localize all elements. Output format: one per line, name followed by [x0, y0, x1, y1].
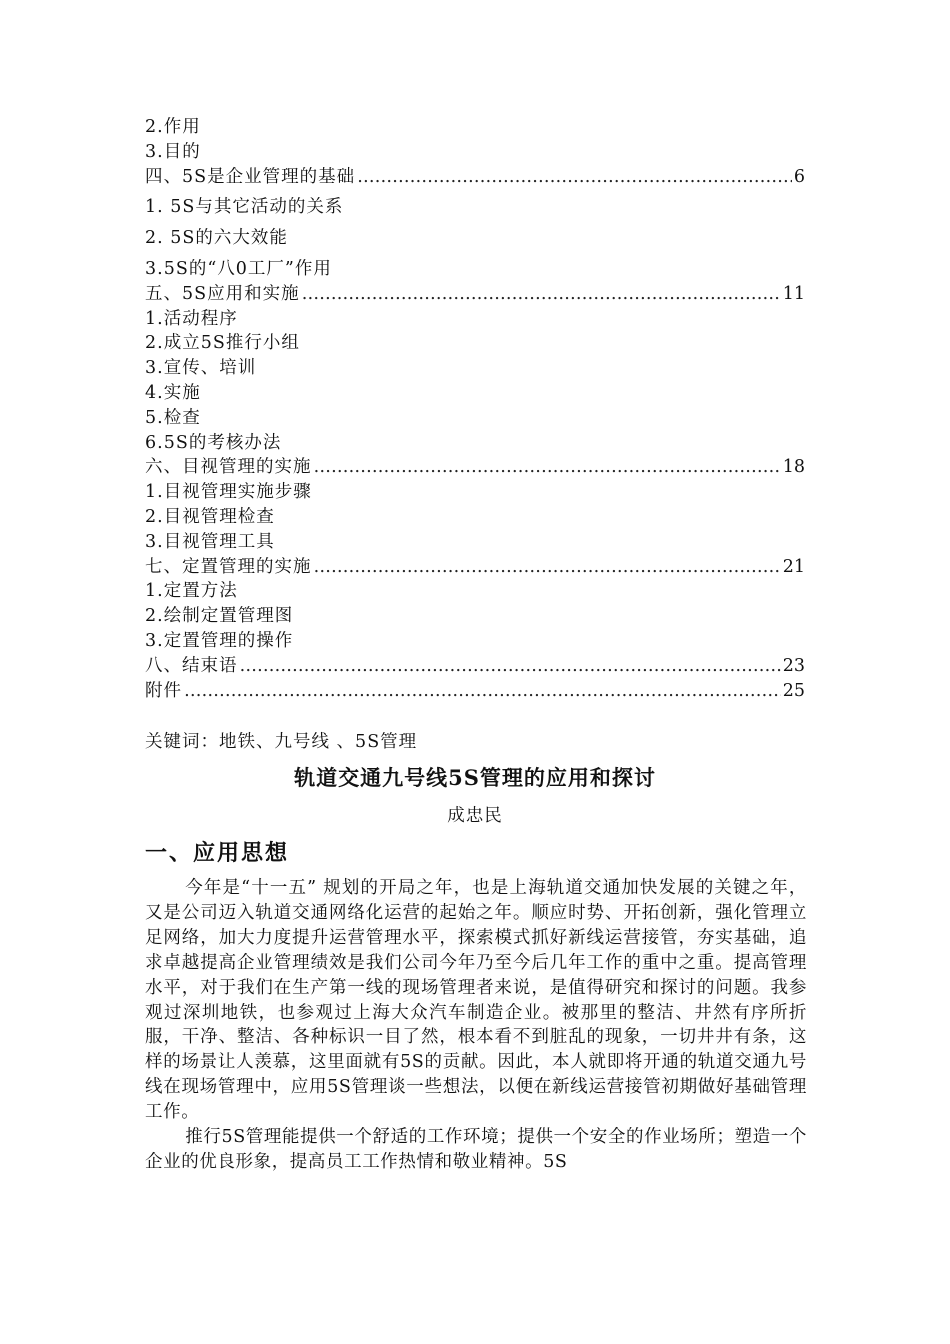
keywords-line: 关键词：地铁、九号线 、5S管理: [145, 732, 418, 752]
toc-entry: [145, 257, 805, 282]
toc-entry-title: 四、5S是企业管理的基础: [145, 166, 356, 187]
toc-entry-page: 23: [782, 655, 805, 676]
toc-entry: [145, 226, 805, 251]
body-text: [145, 876, 807, 1175]
toc-entry-title: 七、定置管理的实施: [145, 556, 312, 577]
toc-entry: [145, 307, 805, 332]
toc-entry: [145, 505, 805, 530]
author-name: 成忠民: [447, 806, 503, 826]
toc-entry-title: 3.5S的“八0工厂”作用: [145, 258, 332, 279]
toc-entry: [145, 629, 805, 654]
toc-entry: [145, 530, 805, 555]
toc-entry: [145, 406, 805, 431]
toc-entry-title: 1.活动程序: [145, 308, 238, 329]
toc-entry-page: 6: [793, 166, 805, 187]
toc-entry: [145, 381, 805, 406]
toc-entry-page: 11: [782, 283, 805, 304]
toc-entry: [145, 431, 805, 456]
toc-entry: [145, 480, 805, 505]
toc-entry: [145, 604, 805, 629]
toc-entry: [145, 579, 805, 604]
toc-leader-dots: [184, 679, 781, 704]
toc-leader-dots: [314, 555, 781, 580]
toc-entry: [145, 331, 805, 356]
toc-leader-dots: [314, 455, 781, 480]
toc-entry: [145, 165, 805, 190]
toc-entry-title: 3.定置管理的操作: [145, 630, 294, 651]
toc-entry: [145, 679, 805, 704]
toc-entry-page: 21: [782, 556, 805, 577]
toc-entry-title: 五、5S应用和实施: [145, 283, 300, 304]
toc-entry-title: 6.5S的考核办法: [145, 432, 282, 453]
toc-entry-title: 3.宣传、培训: [145, 358, 257, 379]
toc-entry-title: 2.绘制定置管理图: [145, 606, 294, 627]
toc-entry-title: 3.目的: [145, 141, 201, 162]
toc-entry-title: 八、结束语: [145, 655, 238, 676]
toc-entry: [145, 455, 805, 480]
toc-entry-title: 3.目视管理工具: [145, 531, 275, 552]
body-paragraph: 推行5S管理能提供一个舒适的工作环境；提供一个安全的作业场所；塑造一个企业的优良形象，提高员工工作热情和敬业精神。5S: [145, 1127, 807, 1172]
toc-entry-title: 2. 5S的六大效能: [145, 228, 288, 249]
toc-entry: [145, 195, 805, 220]
toc-entry-title: 1.目视管理实施步骤: [145, 482, 312, 503]
toc-entry: [145, 115, 805, 140]
toc-entry-title: 六、目视管理的实施: [145, 457, 312, 478]
toc-entry: [145, 140, 805, 165]
toc-entry-title: 4.实施: [145, 382, 201, 403]
toc-entry-title: 2.作用: [145, 117, 201, 137]
toc-entry: [145, 555, 805, 580]
toc-entry-page: 18: [782, 457, 805, 478]
body-paragraph: 今年是“十一五” 规划的开局之年，也是上海轨道交通加快发展的关键之年，又是公司迈入轨道交通网络化运营的起始之年。顺应时势、开拓创新，强化管理立足网络，加大力度提升运营管理水平，探索模式抓好新线运营接管，夯实基础，追求卓越提高企业管理绩效是我们公司今年乃至今后几年工作的重中之重。提高管理水平，对于我们在生产第一线的现场管理者来说，是值得研究和探讨的问题。我参观过深圳地铁，也参观过上海大众汽车制造企业。被那里的整洁、井然有序所折服，干净、整洁、各种标识一目了然，根本看不到脏乱的现象，一切井井有条，这样的场景让人羡慕，这里面就有5S的贡献。因此，本人就即将开通的轨道交通九号线在现场管理中，应用5S管理谈一些想法，以便在新线运营接管初期做好基础管理工作。: [145, 878, 807, 1123]
toc-entry: [145, 654, 805, 679]
table-of-contents: [145, 115, 805, 703]
section-heading: 一、应用思想: [145, 840, 290, 866]
toc-entry-title: 5.检查: [145, 407, 201, 428]
toc-entry: [145, 356, 805, 381]
toc-entry-title: 1.定置方法: [145, 581, 238, 602]
toc-leader-dots: [357, 165, 792, 190]
document-title: 轨道交通九号线5S管理的应用和探讨: [294, 765, 656, 790]
toc-entry-title: 2.目视管理检查: [145, 506, 275, 527]
toc-entry-title: 2.成立5S推行小组: [145, 333, 300, 354]
toc-entry: [145, 282, 805, 307]
toc-entry-title: 附件: [145, 680, 182, 701]
toc-entry-title: 1. 5S与其它活动的关系: [145, 197, 344, 218]
toc-leader-dots: [302, 282, 781, 307]
toc-entry-page: 25: [782, 680, 805, 701]
toc-leader-dots: [240, 654, 781, 679]
